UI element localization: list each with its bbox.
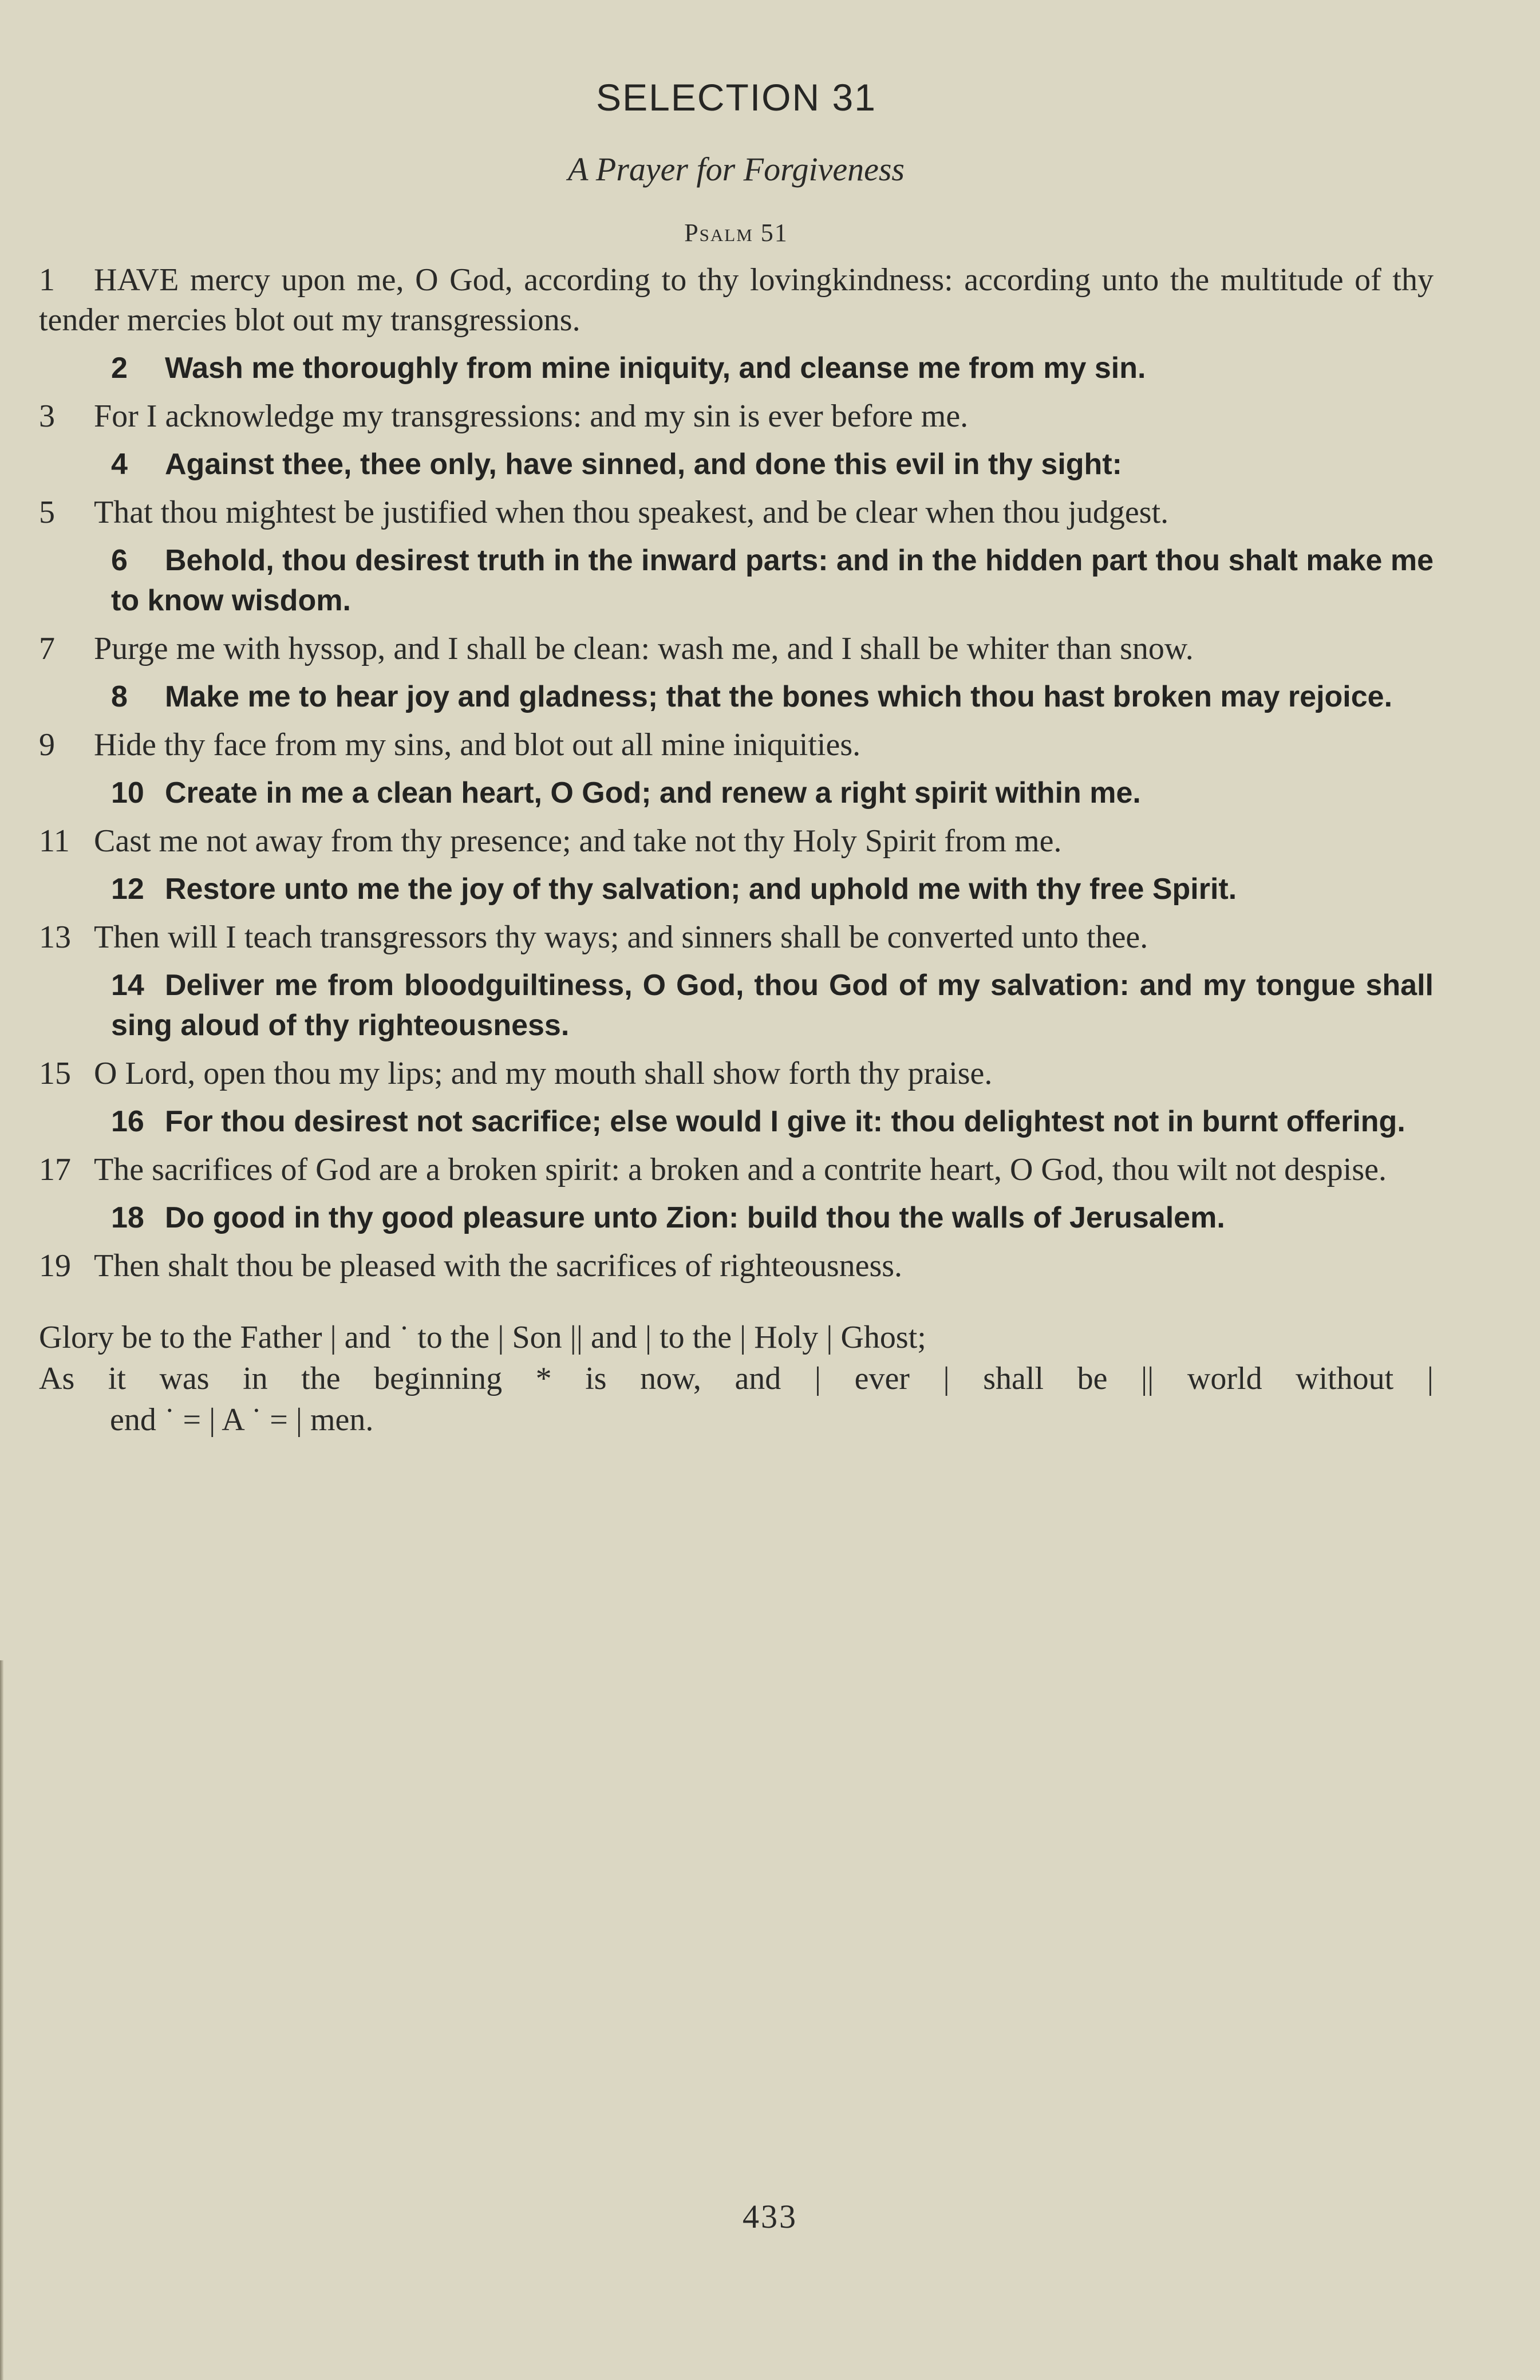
verse-text: Behold, thou desirest truth in the inward parts: and in the hidden part thou shalt make me to know wisdom. (111, 544, 1434, 617)
verse-text: Then will I teach transgressors thy ways; and sinners shall be converted unto thee. (94, 919, 1148, 955)
verse-number: 4 (111, 448, 128, 481)
page-content (39, 69, 1434, 1440)
psalm-reference: Psalm 51 (684, 219, 788, 247)
verse-number: 5 (39, 495, 55, 530)
verse-number: 16 (111, 1105, 144, 1138)
verse-18 (39, 1198, 1434, 1238)
verse-text: That thou mightest be justified when thou speakest, and be clear when thou judgest. (94, 495, 1169, 530)
verse-2 (39, 348, 1434, 388)
verse-text: Against thee, thee only, have sinned, and done this evil in thy sight: (165, 448, 1122, 481)
selection-subtitle: A Prayer for Forgiveness (568, 151, 905, 188)
verse-number: 15 (39, 1056, 71, 1091)
verse-12 (39, 869, 1434, 909)
verse-number: 3 (39, 398, 55, 434)
verse-text: Deliver me from bloodguiltiness, O God, thou God of my salvation: and my tongue shall sing aloud of thy righteousness. (111, 969, 1434, 1042)
verse-19 (39, 1246, 1434, 1286)
verse-8 (39, 677, 1434, 717)
verse-number: 10 (111, 776, 144, 810)
gloria-line: Glory be to the Father | and ˙ to the | Son || and | to the | Holy | Ghost; (39, 1320, 926, 1355)
verse-7 (39, 629, 1434, 669)
verse-9 (39, 725, 1434, 765)
verse-text: Create in me a clean heart, O God; and renew a right spirit within me. (165, 776, 1141, 810)
verse-number: 9 (39, 727, 55, 763)
gloria-patri (39, 1317, 1434, 1440)
verse-text: HAVE mercy upon me, O God, according to thy lovingkindness: according unto the multitude of thy tender mercies blot out my transgressions. (39, 262, 1434, 338)
verse-number: 7 (39, 631, 55, 666)
verse-6 (39, 540, 1434, 621)
verse-1 (39, 260, 1434, 340)
verse-number: 12 (111, 873, 144, 906)
verse-text: Then shalt thou be pleased with the sacrifices of righteousness. (94, 1248, 903, 1284)
page-number: 433 (743, 2198, 797, 2235)
verse-number: 14 (111, 969, 144, 1002)
verse-text: O Lord, open thou my lips; and my mouth shall show forth thy praise. (94, 1056, 993, 1091)
verse-15 (39, 1053, 1434, 1094)
verse-text: Cast me not away from thy presence; and take not thy Holy Spirit from me. (94, 823, 1062, 859)
verse-5 (39, 492, 1434, 532)
verse-text: Wash me thoroughly from mine iniquity, and cleanse me from my sin. (165, 352, 1146, 385)
verse-number: 13 (39, 919, 71, 955)
verse-text: For I acknowledge my transgressions: and my sin is ever before me. (94, 398, 969, 434)
verse-text: Make me to hear joy and gladness; that the bones which thou hast broken may rejoice. (165, 680, 1393, 713)
verse-number: 17 (39, 1152, 71, 1187)
verse-3 (39, 396, 1434, 436)
page-edge (0, 1660, 3, 2380)
verse-10 (39, 773, 1434, 813)
gloria-line: end ˙ = | A ˙ = | men. (110, 1402, 374, 1438)
verse-number: 11 (39, 823, 70, 859)
verse-number: 8 (111, 680, 128, 713)
verse-16 (39, 1102, 1434, 1142)
verse-text: For thou desirest not sacrifice; else would I give it: thou delightest not in burnt offering. (165, 1105, 1405, 1138)
verse-4 (39, 444, 1434, 484)
verse-13 (39, 917, 1434, 957)
verse-text: Hide thy face from my sins, and blot out all mine iniquities. (94, 727, 861, 763)
verse-number: 2 (111, 352, 128, 385)
verse-text: Do good in thy good pleasure unto Zion: build thou the walls of Jerusalem. (165, 1201, 1225, 1234)
verse-text: Restore unto me the joy of thy salvation; and uphold me with thy free Spirit. (165, 873, 1237, 906)
verse-number: 19 (39, 1248, 71, 1284)
verse-number: 1 (39, 262, 55, 298)
verse-text: Purge me with hyssop, and I shall be clean: wash me, and I shall be whiter than snow. (94, 631, 1194, 666)
verse-number: 18 (111, 1201, 144, 1234)
selection-heading: SELECTION 31 (596, 76, 876, 119)
verse-text: The sacrifices of God are a broken spirit: a broken and a contrite heart, O God, thou wilt not despise. (94, 1152, 1387, 1187)
verse-17 (39, 1150, 1434, 1190)
verse-14 (39, 965, 1434, 1045)
verse-11 (39, 821, 1434, 861)
gloria-line: As it was in the beginning * is now, and | ever | shall be || world without | (39, 1361, 1434, 1396)
verse-number: 6 (111, 544, 128, 577)
